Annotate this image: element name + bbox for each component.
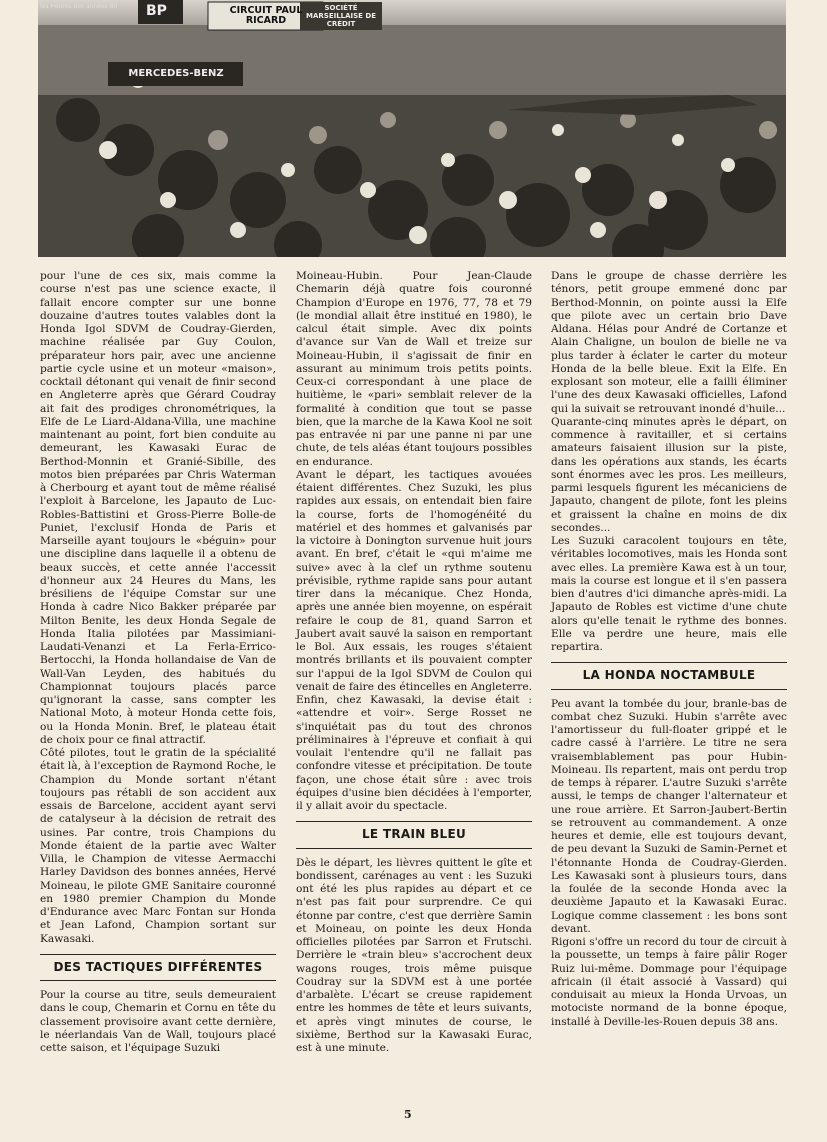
mercedes-sign: MERCEDES-BENZ [128,68,224,79]
corner-caption: les Heures des années 80 [40,3,118,10]
article-column-3 [551,270,787,1029]
paragraph: Pour la course au titre, seuls demeuraient dans le coup, Chemarin et Cornu en tête du classement provisoire avant cette dernière, le néerlandais Van de Wall, toujours placé cette saison, et l'équipage Suzuki [40,989,276,1054]
paragraph: pour l'une de ces six, mais comme la course n'est pas une science exacte, il fallait encore compter sur une bonne douzaine d'autres toutes valables dont la Honda Igol SDVM de Coudray-Gierden, machine réalisée par Guy Coulon, préparateur hors pair, avec une ancienne partie cycle usine et un moteur «maison», cocktail détonant qui venait de finir second en Angleterre après que Gérard Coudray ait fait des prodiges chronométriques, la Elfe de Le Liard-Aldana-Villa, une machine maintenant au point, fort bien conduite au demeurant, les Kawasaki Eurac de Berthod-Monnin et Granié-Sibille, des motos bien préparées par Chris Waterman à Cherbourg et ayant tout de même réalisé l'exploit à Barcelone, les Japauto de Luc-Robles-Battistini et Gross-Pierre Bolle-de Puniet, l'exclusif Honda de Paris et Marseille ayant toujours le «béguin» pour une discipline dans laquelle il a obtenu de beaux succès, et cette année l'accessit d'honneur aux 24 Heures du Mans, les brésiliens de l'équipe Comstar sur une Honda à cadre Nico Bakker préparée par Milton Benite, les deux Honda Segale de Honda Italia pilotées par Massimiani-Laudati-Venanzi et La Ferla-Errico-Bertocchi, la Honda hollandaise de Van de Wall-Van Leyden, des habitués du Championnat toujours placés parce qu'ignorant la casse, sans compter les National Moto, à moteur Honda cette fois, ou la Honda Monin. Bref, le plateau était de choix pour ce final attractif. [40,270,276,746]
paragraph: Avant le départ, les tactiques avouées étaient différentes. Chez Suzuki, les plus rapides aux essais, on entendait bien faire la course, forts de l'homogénéité du matériel et des hommes et galvanisés par la victoire à Donington survenue huit jours avant. En bref, c'était le «qui m'aime me suive» avec à la clef un rythme soutenu prévisible, rythme rapide sans pour autant tirer dans la mécanique. Chez Honda, après une année bien moyenne, on espérait refaire le coup de 81, quand Sarron et Jaubert avait sauvé la saison en remportant le Bol. Aux essais, les rouges s'étaient montrés brillants et ils pouvaient compter sur l'appui de la Igol SDVM de Coulon qui venait de faire des étincelles en Angleterre. Enfin, chez Kawasaki, la devise était : «attendre et voir». Serge Rosset ne s'inquiétait pas du tout des chronos préliminaires à l'épreuve et confiait à qui voulait l'entendre qu'il ne fallait pas confondre vitesse et précipitation. De toute façon, une chose était sûre : avec trois équipes d'usine bien décidées à l'emporter, il y allait avoir du spectacle. [296,468,532,812]
paragraph: Quarante-cinq minutes après le départ, on commence à ravitailler, et si certains amateurs faisaient illusion sur la piste, dans les opérations aux stands, les écarts sont énormes avec les pros. Les meilleurs, parmi lesquels figurent les mécaniciens de Japauto, changent de pilote, font les pleins et graissent la chaîne en moins de dix secondes... [551,415,787,534]
page-number: 5 [404,1108,412,1121]
paragraph: Dès le départ, les lièvres quittent le gîte et bondissent, carénages au vent : les Suzuki ont été les plus rapides au départ et ce n'est pas fait pour surprendre. Ce qui étonne par contre, c'est que derrière Samin et Moineau, on pointe les deux Honda officielles pilotées par Sarron et Frutschi. Derrière le «train bleu» s'accrochent deux wagons rouges, trois même puisque Coudray sur la SDVM est à une portée d'arbalète. L'écart se creuse rapidement entre les hommes de tête et leurs suivants, et après vingt minutes de course, le sixième, Berthod sur la Kawasaki Eurac, est à une minute. [296,856,532,1054]
section-heading-train-bleu: LE TRAIN BLEU [296,821,532,848]
article-column-2 [296,270,532,1055]
race-crowd-photo [38,0,786,257]
section-heading-honda-noctambule: LA HONDA NOCTAMBULE [551,662,787,689]
article-column-1 [40,270,276,1055]
section-heading-tactiques: DES TACTIQUES DIFFÉRENTES [40,954,276,981]
paragraph: Côté pilotes, tout le gratin de la spécialité était là, à l'exception de Raymond Roche, le Champion du Monde sortant n'étant toujours pas rétabli de son accident aux essais de Barcelone, accident ayant servi de catalyseur à la décision de retrait des usines. Par contre, trois Champions du Monde étaient de la partie avec Walter Villa, le Champion de vitesse Aermacchi Harley Davidson des bonnes années, Hervé Moineau, le pilote GME Sanitaire couronné en 1980 premier Champion du Monde d'Endurance avec Marc Fontan sur Honda et Jean Lafond, Champion sortant sur Kawasaki. [40,747,276,945]
paragraph: Rigoni s'offre un record du tour de circuit à la poussette, un temps à faire pâlir Roger Ruiz lui-même. Dommage pour l'équipage africain (il était associé à Vassard) qui conduisait au mieux la Honda Urvoas, un motociste normand de la bonne époque, installé à Deville-les-Rouen depuis 38 ans. [551,936,787,1028]
bp-sign: BP [146,3,167,19]
paragraph: Dans le groupe de chasse derrière les ténors, petit groupe emmené donc par Berthod-Monnin, on pointe aussi la Elfe que pilote avec un certain brio Dave Aldana. Hélas pour André de Cortanze et Alain Chaligne, un boulon de bielle ne va plus tarder à éclater le carter du moteur Honda de la belle bleue. Exit la Elfe. En explosant son moteur, elle a failli éliminer l'une des deux Kawasaki officielles, Lafond qui la suivait se retrouvant inondé d'huile... [551,270,787,415]
paragraph: Moineau-Hubin. Pour Jean-Claude Chemarin déjà quatre fois couronné Champion d'Europe en 1976, 77, 78 et 79 (le mondial allait être institué en 1980), le calcul était simple. Avec dix points d'avance sur Van de Wall et treize sur Moineau-Hubin, il s'agissait de finir en assurant au minimum trois petits points. Ceux-ci correspondant à une place de huitième, le «pari» semblait relever de la formalité à condition que tout se passe bien, que la marche de la Kawa Kool ne soit pas entravée ni par une panne ni par une chute, de tels aléas étant toujours possibles en endurance. [296,270,532,468]
bank-sign: SOCIÉTÉ MARSEILLAISE DE CRÉDIT [306,4,376,28]
circuit-sign: CIRCUIT PAUL RICARD [229,5,303,26]
paragraph: Peu avant la tombée du jour, branle-bas de combat chez Suzuki. Hubin s'arrête avec l'amortisseur du full-floater grippé et le cadre cassé à l'arrière. Le titre ne sera vraisemblablement pas pour Hubin-Moineau. Ils repartent, mais ont perdu trop de temps à réparer. L'autre Suzuki s'arrête aussi, le temps de changer l'alternateur et une roue arrière. Et Sarron-Jaubert-Bertin se retrouvent au commandement. A onze heures et demie, elle est toujours devant, de peu devant la Suzuki de Samin-Pernet et l'étonnante Honda de Coudray-Gierden. Les Kawasaki sont à plusieurs tours, dans la foulée de la seconde Honda avec la deuxième Japauto et la Kawasaki Eurac. Logique comme classement : les bons sont devant. [551,697,787,935]
paragraph: Les Suzuki caracolent toujours en tête, véritables locomotives, mais les Honda sont avec elles. La première Kawa est à un tour, mais la course est longue et il s'en passera bien d'autres d'ici dimanche après-midi. La Japauto de Robles est victime d'une chute alors qu'elle tenait le rythme des bonnes. Elle va perdre une heure, mais elle repartira. [551,535,787,653]
